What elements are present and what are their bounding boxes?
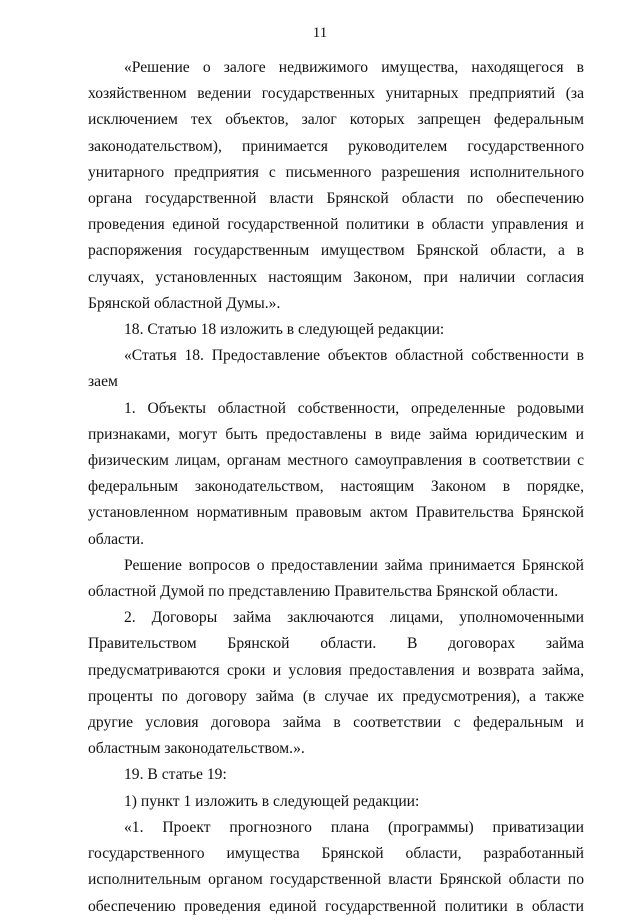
paragraph-article-18-title: «Статья 18. Предоставление объектов областной собственности в заем bbox=[88, 347, 584, 391]
paragraph-item-18: 18. Статью 18 изложить в следующей редакции: bbox=[124, 321, 445, 339]
page-number: 11 bbox=[312, 25, 328, 41]
paragraph-article-18-point-2: 2. Договоры займа заключаются лицами, уполномоченными Правительством Брянской области. В договорах займа предусматриваются сроки и условия предоставления и возврата займа, проценты по договору займа (в случае их предусмотрения), а также другие условия договора займа в соответствии с федеральным и областным законодательством.». bbox=[88, 609, 584, 758]
paragraph-loan-decision: Решение вопросов о предоставлении займа принимается Брянской областной Думой по представлению Правительства Брянской области. bbox=[88, 556, 584, 601]
paragraph-privatization-plan: «1. Проект прогнозного плана (программы) приватизации государственного имущества Брянской области, разработанный исполнительным органом государственной власти Брянской области по обеспечению проведения единой государственной политики в области bbox=[88, 818, 584, 915]
document-body bbox=[88, 55, 584, 920]
paragraph-item-19: 19. В статье 19: bbox=[124, 766, 227, 784]
paragraph-pledge-decision: «Решение о залоге недвижимого имущества, находящегося в хозяйственном ведении государственных унитарных предприятий (за исключением тех объектов, залог которых запрещен федеральным законодательством), принимается руководителем государственного унитарного предприятия с письменного разрешения исполнительного органа государственной власти Брянской области по обеспечению проведения единой государственной политики в области управления и распоряжения государственным имуществом Брянской области, а в случаях, установленных настоящим Законом, при наличии согласия Брянской областной Думы.». bbox=[88, 59, 584, 312]
paragraph-article-18-point-1: 1. Объекты областной собственности, определенные родовыми признаками, могут быть предоставлены в виде займа юридическим и физическим лицам, органам местного самоуправления в соответствии с федеральным законодательством, настоящим Законом в порядке, установленном нормативным правовым актом Правительства Брянской области. bbox=[88, 399, 584, 548]
paragraph-item-19-subpoint-1: 1) пункт 1 изложить в следующей редакции: bbox=[124, 792, 420, 810]
